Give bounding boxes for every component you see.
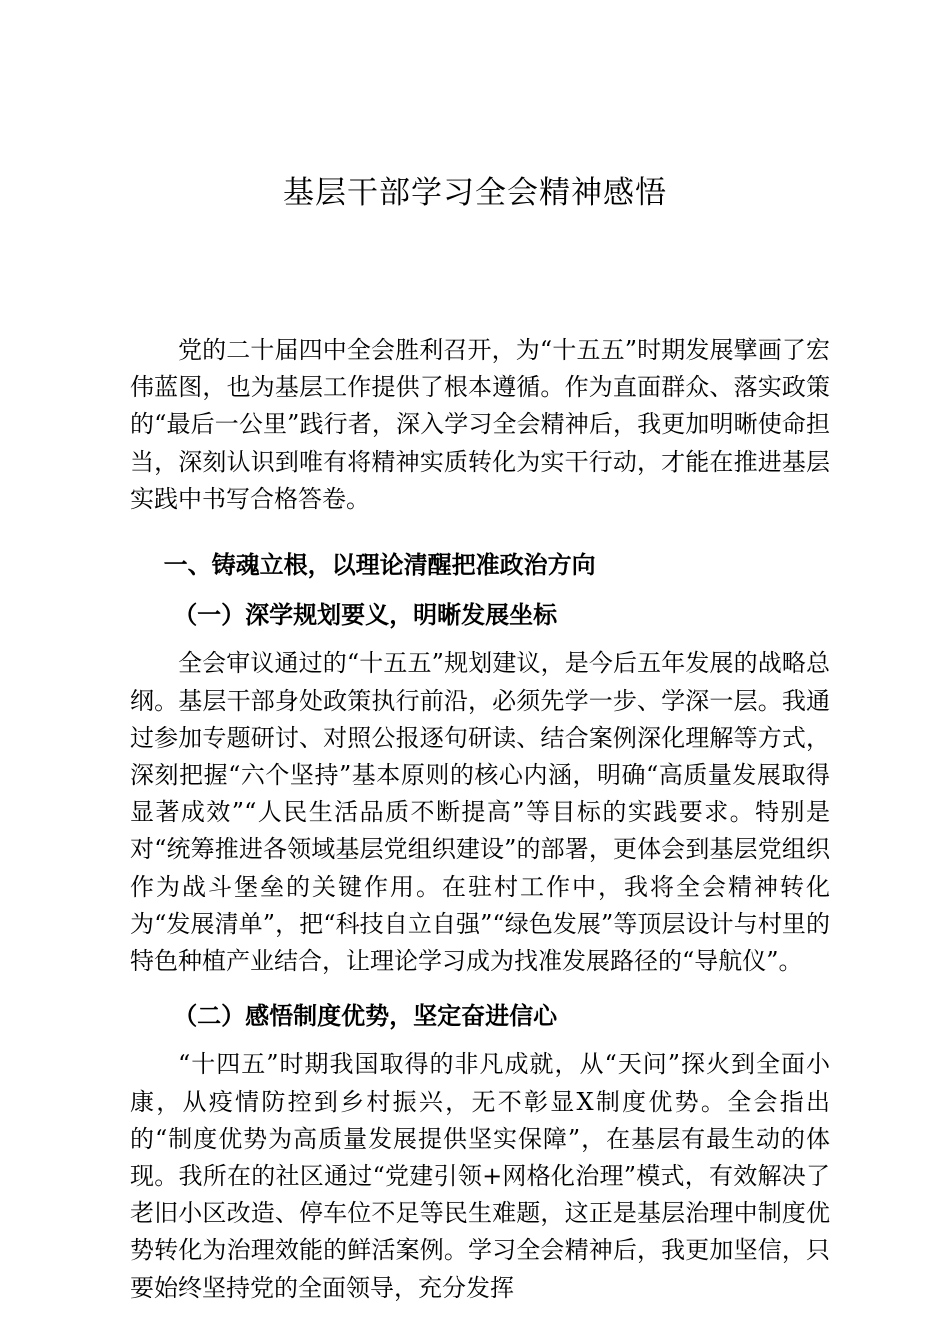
spacer [130,518,830,547]
subsection-heading: （一）深学规划要义，明晰发展坐标 [173,601,558,630]
intro-paragraph: 党的二十届四中全会胜利召开，为“十五五”时期发展擘画了宏伟蓝图，也为基层工作提供了根本遵循。作为直面群众、落实政策的“最后一公里”践行者，深入学习全会精神后，我更加明晰使命担当，深刻认识到唯有将精神实质转化为实干行动，才能在推进基层实践中书写合格答卷。 [130,336,830,513]
subsection-heading: （二）感悟制度优势，坚定奋进信心 [173,1002,558,1031]
body-paragraph: “十四五”时期我国取得的非凡成就，从“天问”探火到全面小康，从疫情防控到乡村振兴，无不彰显X制度优势。全会指出的“制度优势为高质量发展提供坚实保障”，在基层有最生动的体现。我所在的社区通过“党建引领+网格化治理”模式，有效解决了老旧小区改造、停车位不足等民生难题，这正是基层治理中制度优势转化为治理效能的鲜活案例。学习全会精神后，我更加坚信，只要始终坚持党的全面领导，充分发挥 [130,1050,830,1302]
spacer [130,584,830,597]
document-body [130,332,830,1307]
document-title: 基层干部学习全会精神感悟 [283,175,667,211]
body-paragraph: 全会审议通过的“十五五”规划建议，是今后五年发展的战略总纲。基层干部身处政策执行前沿，必须先学一步、学深一层。我通过参加专题研讨、对照公报逐句研读、结合案例深化理解等方式，深刻把握“六个坚持”基本原则的核心内涵，明确“高质量发展取得显著成效”“人民生活品质不断提高”等目标的实践要求。特别是对“统筹推进各领域基层党组织建设”的部署，更体会到基层党组织作为战斗堡垒的关键作用。在驻村工作中，我将全会精神转化为“发展清单”，把“科技自立自强”“绿色发展”等顶层设计与村里的特色种植产业结合，让理论学习成为找准发展路径的“导航仪”。 [130,649,830,976]
section-heading: 一、铸魂立根，以理论清醒把准政治方向 [163,551,596,580]
spacer [130,1035,830,1046]
spacer [130,634,830,645]
spacer [130,980,830,998]
